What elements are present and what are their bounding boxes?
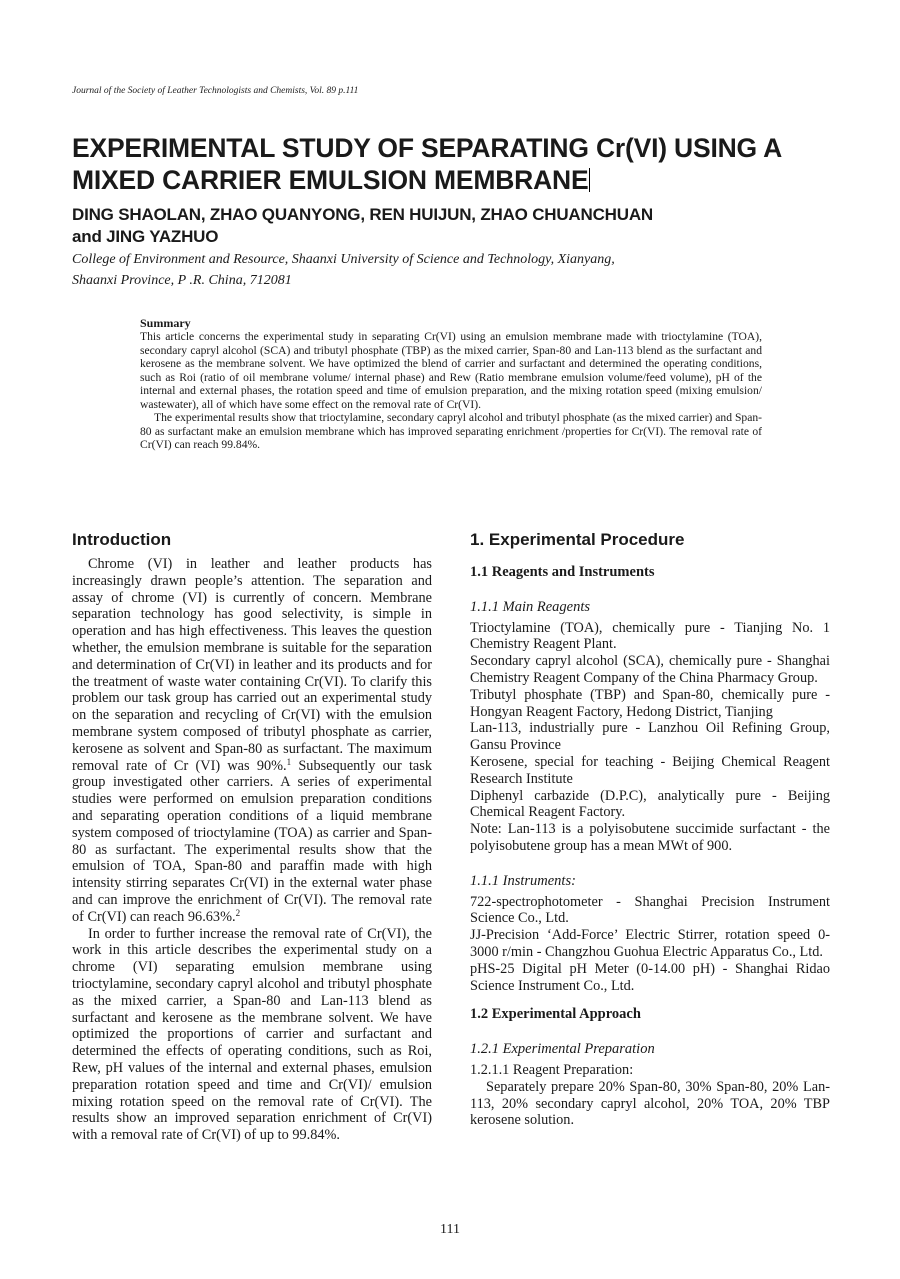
procedure-heading: 1. Experimental Procedure (470, 530, 685, 549)
reagent-item: Tributyl phosphate (TBP) and Span-80, chemically pure - Hongyan Reagent Factory, Hedong District, Tianjing (470, 686, 830, 720)
instruments-heading: 1.1.1 Instruments: (470, 872, 576, 889)
right-column (470, 530, 830, 1129)
reagent-item: Lan-113, industrially pure - Lanzhou Oil Refining Group, Gansu Province (470, 720, 830, 754)
reagent-item: Secondary capryl alcohol (SCA), chemically pure - Shanghai Chemistry Reagent Company of the China Pharmacy Group. (470, 653, 830, 686)
section-1-2-1-1-text: Separately prepare 20% Span-80, 30% Span-80, 20% Lan-113, 20% secondary capryl alcohol, 20% TOA, 20% TBP kerosene solution. (470, 1078, 830, 1129)
reagent-item: Kerosene, special for teaching - Beijing Chemical Reagent Research Institute (470, 753, 830, 787)
section-1-1-heading: 1.1 Reagents and Instruments (470, 564, 655, 580)
reagent-note: Note: Lan-113 is a polyisobutene succimide surfactant - the polyisobutene group has a mean MWt of 900. (470, 821, 830, 854)
summary-paragraph-2: The experimental results show that trioctylamine, secondary capryl alcohol and tributyl phosphate (as the mixed carrier) and Span-80 as surfactant make an emulsion membrane which has improved separating enrichment /properties for Cr(VI). The removal rate of Cr(VI) can reach 99.84%. (140, 411, 762, 451)
reagent-item: Trioctylamine (TOA), chemically pure - Tianjing No. 1 Chemistry Reagent Plant. (470, 619, 830, 653)
section-1-2-1-1-label: 1.2.1.1 Reagent Preparation: (470, 1061, 634, 1078)
reagent-item: Diphenyl carbazide (D.P.C), analytically pure - Beijing Chemical Reagent Factory. (470, 787, 830, 821)
intro-paragraph-2: In order to further increase the removal rate of Cr(VI), the work in this article describes the experimental study on a chrome (VI) separating emulsion membrane using trioctylamine, secondary capryl alcohol and tributyl phosphate as the mixed carrier, a Span-80 and Lan-113 blend as surfactant and kerosene as the membrane solvent. We have optimized the proportions of carrier and surfactant and determined the effects of operating conditions, such as Roi, Rew, pH values of the internal and external phases, emulsion preparation rotation speed and time and Cr(VI)/ emulsion mixing rotation speed on the removal rate of Cr(VI). The results show an improved separation enrichment of Cr(VI) with a removal rate of Cr(VI) of up to 99.84%. (72, 925, 432, 1144)
journal-header: Journal of the Society of Leather Technologists and Chemists, Vol. 89 p.111 (72, 86, 359, 96)
authors-line-1: DING SHAOLAN, ZHAO QUANYONG, REN HUIJUN, ZHAO CHUANCHUAN (72, 205, 653, 224)
affiliation-line-2: Shaanxi Province, P .R. China, 712081 (72, 273, 292, 288)
summary-block (140, 316, 762, 452)
affiliation-line-1: College of Environment and Resource, Shaanxi University of Science and Technology, Xianyang, (72, 252, 615, 267)
title-text: EXPERIMENTAL STUDY OF SEPARATING Cr(VI) USING A MIXED CARRIER EMULSION MEMBRANE (72, 133, 782, 195)
section-1-2-heading: 1.2 Experimental Approach (470, 1006, 641, 1023)
authors (72, 204, 772, 248)
summary-heading: Summary (140, 316, 191, 330)
section-1-2-1-heading: 1.2.1 Experimental Preparation (470, 1041, 655, 1058)
section-1-1-1-heading: 1.1.1 Main Reagents (470, 598, 591, 615)
article-title (72, 132, 852, 196)
summary-paragraph-1: This article concerns the experimental study in separating Cr(VI) using an emulsion membrane made with trioctylamine (TOA), secondary capryl alcohol (SCA) and tributyl phosphate (TBP) as the mixed carrier, Span-80 and Lan-113 blend as the surfactant and kerosene as the membrane solvent. We have optimized the blend of carrier and surfactant and determined the operating conditions, such as Roi (ratio of oil membrane volume/ internal phase) and Rew (Ratio membrane emulsion volume/feed volume), pH of the internal and external phases, the rotation speed and time of emulsion preparation, and the mixing rotation speed (mixing emulsion/ wastewater), all of which have some effect on the removal rate of Cr(VI). (140, 330, 762, 411)
affiliation (72, 249, 772, 291)
left-column (72, 530, 432, 1144)
page-number: 111 (440, 1222, 460, 1237)
instrument-item: JJ-Precision ‘Add-Force’ Electric Stirrer, rotation speed 0-3000 r/min - Changzhou Guohua Electric Apparatus Co., Ltd. (470, 927, 830, 960)
intro-p1-text-a: Chrome (VI) in leather and leather products has increasingly drawn people’s attention. The separation and assay of chrome (VI) is currently of concern. Membrane separation technology has good selectivity, is simple in operation and has high effectiveness. This leaves the question whether, the emulsion membrane is suitable for the separation and determination of Cr(VI) in leather and its products and for the treatment of waste water containing Cr(VI). To clarify this problem our task group has carried out an experimental study on the separation and recycling of Cr(VI) with the emulsion membrane system composed of tributyl phosphate as carrier, kerosene as solvent and Span-80 as surfactant. The maximum removal rate of Cr (VI) was 90%. (72, 556, 432, 774)
reference-1: 1 (286, 756, 292, 767)
reference-2: 2 (235, 907, 241, 918)
intro-p1-text-b: Subsequently our task group investigated other carriers. A series of experimental studies were performed on emulsion preparation conditions and separating operation conditions of a liquid membrane system composed of trioctylamine (TOA) as carrier and Span-80 as surfactant. The experimental results show that the emulsion of TOA, Span-80 and paraffin made with high intensity stirring separates Cr(VI) in the external water phase and can improve the enrichment of Cr(VI). The removal rate of Cr(VI) can reach 96.63%. (72, 757, 432, 925)
text-cursor (589, 168, 590, 192)
instrument-item: pHS-25 Digital pH Meter (0-14.00 pH) - Shanghai Ridao Science Instrument Co., Ltd. (470, 960, 830, 994)
introduction-heading: Introduction (72, 530, 172, 549)
instrument-item: 722-spectrophotometer - Shanghai Precision Instrument Science Co., Ltd. (470, 893, 830, 927)
authors-line-2: and JING YAZHUO (72, 227, 219, 246)
intro-paragraph-1 (72, 556, 432, 926)
